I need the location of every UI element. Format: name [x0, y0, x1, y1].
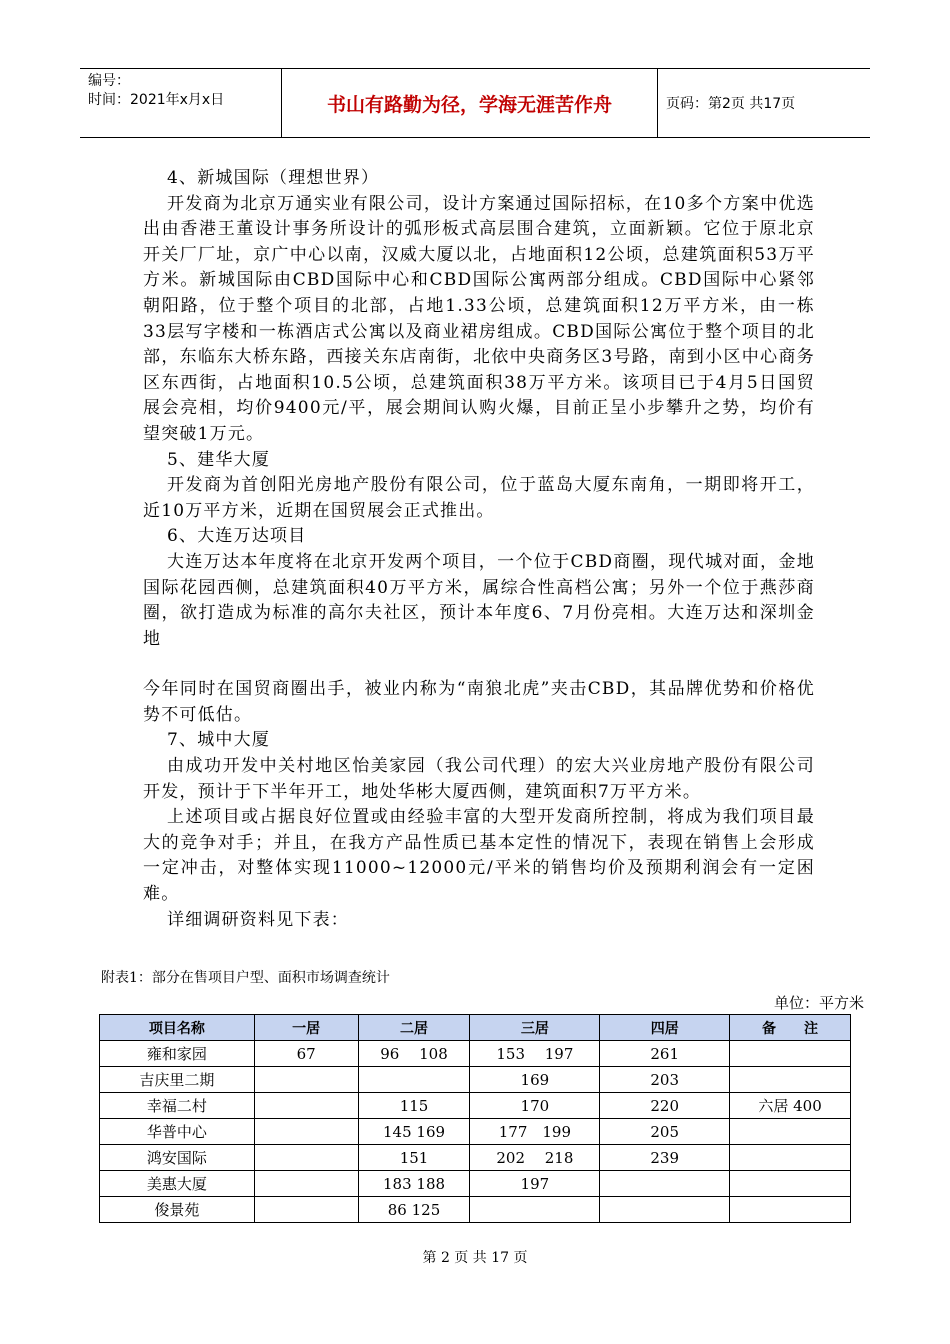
table-cell [254, 1171, 358, 1197]
header-meta [80, 69, 282, 137]
table-cell: 幸福二村 [100, 1093, 255, 1119]
paragraph-summary: 上述项目或占据良好位置或由经验丰富的大型开发商所控制，将成为我们项目最大的竞争对手；并且，在我方产品性质已基本定性的情况下，表现在销售上会形成一定冲击，对整体实现11000~12000元/平米的销售均价及预期利润会有一定困难。 [143, 807, 815, 905]
table-cell: 吉庆里二期 [100, 1067, 255, 1093]
table-cell [254, 1145, 358, 1171]
table-row [100, 1041, 851, 1067]
table-row [100, 1093, 851, 1119]
table-cell: 177 199 [470, 1119, 600, 1145]
header-one-bedroom: 一居 [254, 1015, 358, 1041]
table-cell [730, 1171, 851, 1197]
table-row [100, 1145, 851, 1171]
table-cell: 96 108 [358, 1041, 470, 1067]
table-cell [358, 1067, 470, 1093]
table-cell [470, 1197, 600, 1223]
header-four-bedroom: 四居 [600, 1015, 730, 1041]
table-row [100, 1067, 851, 1093]
section-heading-jianhua: 5、建华大厦 [167, 449, 271, 470]
table-cell: 205 [600, 1119, 730, 1145]
table-cell: 雍和家园 [100, 1041, 255, 1067]
table-cell: 67 [254, 1041, 358, 1067]
table-cell [730, 1197, 851, 1223]
table-cell: 86 125 [358, 1197, 470, 1223]
table-cell: 151 [358, 1145, 470, 1171]
header-notes: 备 注 [730, 1015, 851, 1041]
table-row [100, 1171, 851, 1197]
page-header [80, 68, 870, 138]
table-cell [254, 1197, 358, 1223]
table-cell [600, 1197, 730, 1223]
table-cell: 220 [600, 1093, 730, 1119]
table-row [100, 1119, 851, 1145]
paragraph-wanda: 大连万达本年度将在北京开发两个项目，一个位于CBD商圈，现代城对面，金地国际花园西侧，总建筑面积40万平方米，属综合性高档公寓；另外一个位于燕莎商圈，欲打造成为标准的高尔夫社区，预计本年度6、7月份亮相。大连万达和深圳金地 [143, 551, 815, 649]
table-cell [254, 1093, 358, 1119]
survey-table [99, 1014, 851, 1223]
document-body [143, 166, 815, 933]
table-cell: 261 [600, 1041, 730, 1067]
table-cell [600, 1171, 730, 1197]
document-number-label: 编号： [88, 73, 130, 89]
table-cell: 六居 400 [730, 1093, 851, 1119]
table-cell [254, 1067, 358, 1093]
section-heading-xincheng: 4、新城国际（理想世界） [167, 168, 380, 188]
table-cell: 153 197 [470, 1041, 600, 1067]
table-cell: 115 [358, 1093, 470, 1119]
document-time-label: 时间：2021年x月x日 [88, 92, 225, 108]
table-row [100, 1197, 851, 1223]
header-two-bedroom: 二居 [358, 1015, 470, 1041]
table-cell: 203 [600, 1067, 730, 1093]
header-project-name: 项目名称 [100, 1015, 255, 1041]
table-cell: 169 [470, 1067, 600, 1093]
table-cell: 145 169 [358, 1119, 470, 1145]
section-heading-wanda: 6、大连万达项目 [167, 526, 307, 547]
paragraph-table-intro: 详细调研资料见下表： [167, 909, 349, 930]
paragraph-wanda-continued: 今年同时在国贸商圈出手，被业内称为“南狼北虎”夹击CBD，其品牌优势和价格优势不可低估。 [143, 679, 815, 725]
section-heading-chengzhong: 7、城中大厦 [167, 730, 271, 751]
header-motto: 书山有路勤为径，学海无涯苦作舟 [282, 69, 658, 137]
table-cell [730, 1145, 851, 1171]
table-cell: 170 [470, 1093, 600, 1119]
table-cell: 俊景苑 [100, 1197, 255, 1223]
table-cell: 华普中心 [100, 1119, 255, 1145]
table-cell: 239 [600, 1145, 730, 1171]
paragraph-gap [143, 652, 815, 677]
page-footer: 第 2 页 共 17 页 [422, 1250, 528, 1266]
table-cell: 鸿安国际 [100, 1145, 255, 1171]
table-cell [730, 1119, 851, 1145]
table-cell [254, 1119, 358, 1145]
header-page-number: 页码：第2页 共17页 [666, 96, 796, 112]
paragraph-jianhua: 开发商为首创阳光房地产股份有限公司，位于蓝岛大厦东南角，一期即将开工，近10万平方米，近期在国贸展会正式推出。 [143, 475, 815, 521]
table-caption: 附表1：部分在售项目户型、面积市场调查统计 [101, 970, 390, 986]
table-cell: 202 218 [470, 1145, 600, 1171]
table-cell: 197 [470, 1171, 600, 1197]
table-cell [730, 1067, 851, 1093]
table-unit: 单位：平方米 [773, 994, 864, 1012]
header-three-bedroom: 三居 [470, 1015, 600, 1041]
table-cell [730, 1041, 851, 1067]
paragraph-chengzhong: 由成功开发中关村地区怡美家园（我公司代理）的宏大兴业房地产股份有限公司开发，预计于下半年开工，地处华彬大厦西侧，建筑面积7万平方米。 [143, 756, 815, 802]
table-cell: 183 188 [358, 1171, 470, 1197]
paragraph-xincheng: 开发商为北京万通实业有限公司，设计方案通过国际招标，在10多个方案中优选出由香港王董设计事务所设计的弧形板式高层围合建筑，立面新颖。它位于原北京开关厂厂址，京广中心以南，汉威大厦以北，占地面积12公顷，总建筑面积53万平方米。新城国际由CBD国际中心和CBD国际公寓两部分组成。CBD国际中心紧邻朝阳路，位于整个项目的北部，占地1.33公顷，总建筑面积12万平方米，由一栋33层写字楼和一栋酒店式公寓以及商业裙房组成。CBD国际公寓位于整个项目的北部，东临东大桥东路，西接关东店南街，北依中央商务区3号路，南到小区中心商务区东西街，占地面积10.5公顷，总建筑面积38万平方米。该项目已于4月5日国贸展会亮相，均价9400元/平，展会期间认购火爆，目前正呈小步攀升之势，均价有望突破1万元。 [143, 193, 815, 444]
table-header-row [100, 1015, 851, 1041]
table-cell: 美惠大厦 [100, 1171, 255, 1197]
